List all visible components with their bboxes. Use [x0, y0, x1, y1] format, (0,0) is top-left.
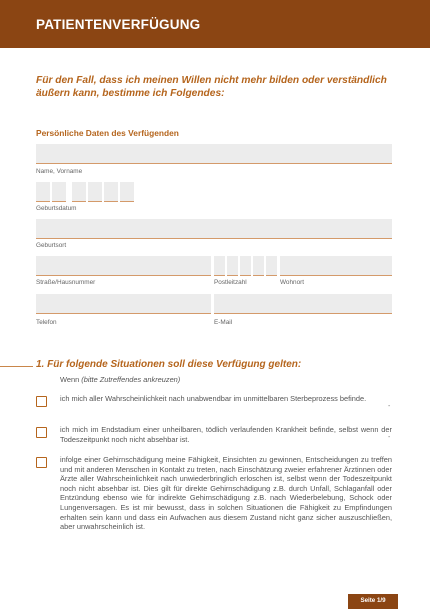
birthdate-cell[interactable]: [88, 182, 102, 202]
birthdate-cell[interactable]: [120, 182, 134, 202]
section1-title: 1. Für folgende Situationen soll diese Verfügung gelten:: [36, 359, 302, 370]
city-field[interactable]: [280, 256, 392, 276]
birthdate-cell[interactable]: [52, 182, 66, 202]
personal-data-title: Persönliche Daten des Verfügenden: [36, 128, 179, 138]
subtitle-lead: Wenn: [60, 375, 80, 384]
page-number: Seite 1/9: [360, 597, 386, 604]
section1-subtitle: [60, 375, 180, 384]
option-1-checkbox[interactable]: [36, 396, 47, 407]
birthplace-field[interactable]: [36, 219, 392, 239]
street-label: Straße/Hausnummer: [36, 279, 96, 286]
zip-cell[interactable]: [227, 256, 238, 276]
dash-mark: -: [388, 403, 391, 410]
email-field[interactable]: [214, 294, 392, 314]
page-title: PATIENTENVERFÜGUNG: [36, 17, 201, 32]
option-2-text: ich mich im Endstadium einer unheilbaren, tödlich verlaufenden Krankheit befinde, selbst wenn der Todeszeitpunkt noch nicht absehbar ist.: [60, 425, 392, 444]
page-number-badge: [348, 594, 398, 609]
birthplace-label: Geburtsort: [36, 242, 67, 249]
header-bar: [0, 0, 430, 48]
zip-cell[interactable]: [240, 256, 251, 276]
zip-label: Postleitzahl: [214, 279, 247, 286]
birthdate-cell[interactable]: [72, 182, 86, 202]
zip-cell[interactable]: [266, 256, 277, 276]
name-field[interactable]: [36, 144, 392, 164]
option-2-checkbox[interactable]: [36, 427, 47, 438]
city-label: Wohnort: [280, 279, 305, 286]
email-label: E-Mail: [214, 319, 233, 326]
option-1-text: ich mich aller Wahrscheinlichkeit nach unabwendbar im unmittelbaren Sterbeprozess befinde.: [60, 394, 367, 403]
birthdate-label: Geburtsdatum: [36, 205, 77, 212]
option-3-text: infolge einer Gehirnschädigung meine Fähigkeit, Einsichten zu gewinnen, Entscheidungen zu treffen und mit anderen Menschen in Kontakt zu treten, nach Einschätzung zweier erfahrener Ärztinnen oder Ärzte aller Wahrscheinlichkeit nach unwiederbringlich erloschen ist, selbst wenn der Todeszeitpunkt noch nicht absehbar ist. Dies gilt für direkte Gehirnschädigung z.B. durch Unfall, Schlaganfall oder Entzündung ebenso wie für indirekte Gehirnschädigung z.B. nach Wiederbelebung, Schock oder Lungenversagen. Es ist mir bewusst, dass in solchen Situationen die Fähigkeit zu Empfindungen erhalten sein kann und dass ein Aufwachen aus diesem Zustand nicht ganz sicher auszuschließen, aber unwahrscheinlich ist.: [60, 455, 392, 532]
street-field[interactable]: [36, 256, 211, 276]
birthdate-cell[interactable]: [104, 182, 118, 202]
phone-field[interactable]: [36, 294, 211, 314]
intro-text: Für den Fall, dass ich meinen Willen nicht mehr bilden oder verständlich äußern kann, bestimme ich Folgendes:: [36, 75, 387, 99]
phone-label: Telefon: [36, 319, 57, 326]
birthdate-cell[interactable]: [36, 182, 50, 202]
zip-cell[interactable]: [253, 256, 264, 276]
name-label: Name, Vorname: [36, 168, 83, 175]
zip-cell[interactable]: [214, 256, 225, 276]
dash-mark: -: [388, 434, 391, 441]
option-3-checkbox[interactable]: [36, 457, 47, 468]
subtitle-hint: (bitte Zutreffendes ankreuzen): [81, 375, 181, 384]
section-divider: [0, 366, 33, 367]
